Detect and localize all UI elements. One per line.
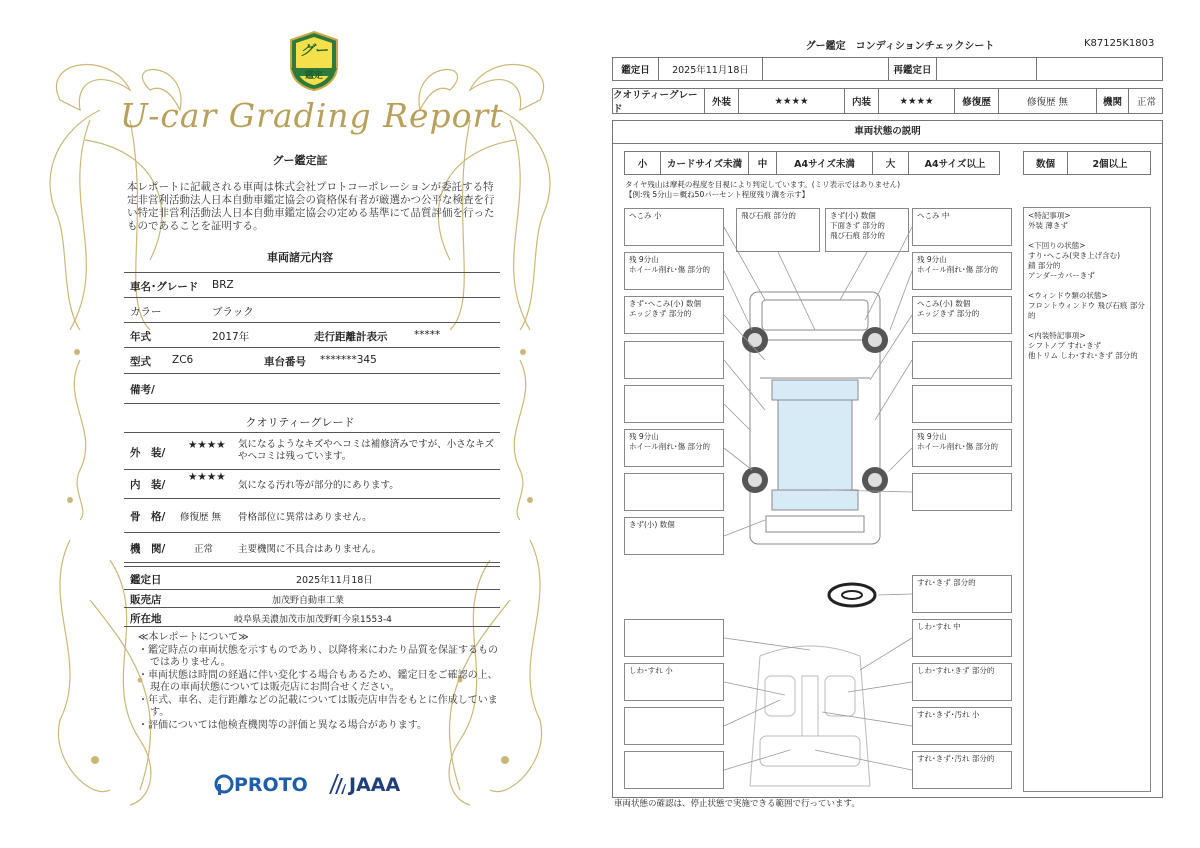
date-value: 2025年11月18日 (296, 575, 373, 586)
under-value-1: すり･へこみ(突き上げ含む) (1028, 251, 1121, 260)
interior-box-right-3: しわ･すれ･きず 部分的 (912, 663, 1012, 701)
remarks-label: 備考/ (130, 384, 155, 396)
sheet-footer: 車両状態の確認は、停止状態で実施できる範囲で行っています。 (614, 799, 860, 809)
car-name-label: 車名･グレード (130, 281, 199, 293)
dealer-row (124, 589, 500, 608)
damage-box-right-3: へこみ(小) 数個 エッジきず 部分的 (912, 296, 1012, 334)
jaaa-logo-icon (327, 772, 347, 796)
color-row (124, 297, 500, 323)
size-mid: 中 (749, 152, 777, 174)
special-value: 外装 薄きず (1028, 221, 1068, 230)
size-mid-desc: A4サイズ未満 (777, 152, 873, 174)
special-title: <特記事項> (1028, 211, 1071, 220)
size-large: 大 (873, 152, 909, 174)
note-item: ・年式、車名、走行距離などの記載については販売店申告をもとに作成しています。 (138, 694, 498, 718)
engine-value: 正常 (1136, 97, 1156, 108)
condition-heading: 車両状態の説明 (854, 126, 921, 137)
dealer-value: 加茂野自動車工業 (272, 596, 345, 606)
certificate-text: 本レポートに記載される車両は株式会社プロトコーポレーションが委託する特定非営利活動法人日本自動車鑑定協会の資格保有者が厳選かつ公平な検査を行い特定非営利活動法人日本自動車鑑定協会の定める基準にて品質評価を行ったものであることを証明する。 (127, 181, 495, 232)
note-item: ・鑑定時点の車両状態を示すものであり、以降将来にわたり品質を保証するものではありません。 (138, 644, 498, 668)
damage-box-left-2: 残 9分山 ホイール削れ･傷 部分的 (624, 252, 724, 290)
year-label: 年式 (130, 331, 151, 343)
frame-label: 骨 格/ (130, 511, 166, 523)
frame-row (124, 499, 500, 533)
remarks-row (124, 374, 500, 404)
spec-heading: 車両諸元内容 (267, 251, 333, 264)
interior-stars: ★★★★ (879, 89, 955, 113)
interior-box-right-2: しわ･すれ 中 (912, 619, 1012, 657)
note-item: ・評価については他検査機関等の評価と異なる場合があります。 (138, 719, 427, 731)
sponsor-logos (214, 770, 414, 800)
inner-value-2: 他トリム しわ･すれ･きず 部分的 (1028, 351, 1138, 360)
date-value: 2025年11月18日 (659, 58, 763, 80)
car-name-row (124, 272, 500, 298)
inner-title: <内装特記事項> (1028, 331, 1086, 340)
damage-box-top-1: 飛び石痕 部分的 (736, 208, 820, 252)
interior-note: 気になる汚れ等が部分的にあります。 (238, 480, 399, 491)
model-value: ZC6 (172, 354, 194, 366)
size-small: 小 (625, 152, 661, 174)
damage-box-right-1: へこみ 中 (912, 208, 1012, 246)
address-row (124, 608, 500, 627)
exterior-label: 外 装/ (130, 447, 166, 459)
under-value-3: アンダーカバーきず (1028, 271, 1095, 280)
date-label: 鑑定日 (130, 574, 162, 586)
note-item: ・車両状態は時間の経過に伴い変化する場合もあるため、鑑定日をご確認の上、現在の車両状態については販売店にお問合せください。 (138, 669, 498, 693)
special-notes-panel (1023, 207, 1151, 792)
chassis-label: 車台番号 (264, 356, 306, 368)
notes-title: ≪本レポートについて≫ (138, 632, 249, 643)
under-title: <下回りの状態> (1028, 241, 1086, 250)
interior-stars: ★★★★ (188, 471, 226, 483)
count-label: 数個 (1024, 152, 1068, 174)
engine-value: 正常 (194, 544, 214, 555)
dealer-label: 販売店 (130, 594, 162, 606)
interior-label: 内 装/ (130, 479, 166, 491)
engine-row (124, 533, 500, 563)
repair-label: 修復歴 (955, 89, 999, 113)
interior-box-right-1: すれ･きず 部分的 (912, 575, 1012, 613)
size-large-desc: A4サイズ以上 (924, 159, 986, 170)
interior-box-left-2: しわ･すれ 小 (624, 663, 724, 701)
proto-logo-icon (214, 774, 234, 796)
damage-box-right-2: 残 9分山 ホイール削れ･傷 部分的 (912, 252, 1012, 290)
exterior-stars: ★★★★ (739, 89, 845, 113)
interior-box-right-5: すれ･きず･汚れ 部分的 (912, 751, 1012, 789)
model-row (124, 348, 500, 374)
sheet-code: K87125K1803 (1084, 38, 1155, 49)
count-desc: 2個以上 (1092, 159, 1128, 170)
repair-value: 修復歴 無 (999, 89, 1097, 113)
car-name-value: BRZ (212, 279, 234, 291)
report-notes (138, 632, 498, 732)
report-script-title: U-car Grading Report (120, 96, 504, 135)
chassis-value: *******345 (320, 354, 377, 366)
size-small-desc: カードサイズ未満 (661, 152, 749, 174)
jaaa-logo-text: JAAA (349, 774, 401, 796)
color-label: カラー (130, 306, 162, 318)
engine-note: 主要機関に不具合はありません。 (238, 544, 382, 555)
inner-value-1: シフトノブ すれ･きず (1028, 341, 1102, 350)
date-row (124, 566, 500, 590)
condition-check-sheet (600, 0, 1200, 848)
date-label: 鑑定日 (613, 58, 659, 80)
damage-box-right-6: 残 9分山 ホイール削れ･傷 部分的 (912, 429, 1012, 467)
sheet-title: グー鑑定 コンディションチェックシート (805, 41, 995, 52)
damage-box-left-3: きず･へこみ(小) 数個 エッジきず 部分的 (624, 296, 724, 334)
interior-box-right-4: すれ･きず･汚れ 小 (912, 707, 1012, 745)
damage-box-left-6: 残 9分山 ホイール削れ･傷 部分的 (624, 429, 724, 467)
quality-grade-heading: クオリティーグレード (245, 416, 355, 429)
proto-logo-text: PROTO (234, 774, 308, 796)
damage-box-top-2: きず(小) 数個 下面きず 部分的 飛び石痕 部分的 (825, 208, 909, 252)
odometer-label: 走行距離計表示 (314, 331, 388, 343)
window-title: <ウィンドウ類の状態> (1028, 291, 1108, 300)
regrade-label: 再鑑定日 (889, 58, 937, 80)
odometer-value: ***** (414, 329, 441, 341)
engine-label: 機 関/ (130, 543, 166, 555)
interior-label: 内装 (845, 89, 879, 113)
certificate-title: グー鑑定証 (272, 154, 328, 167)
exterior-row (124, 432, 500, 470)
year-value: 2017年 (212, 331, 250, 343)
exterior-note: 気になるようなキズやヘコミは補修済みですが、小さなキズやヘコミは残っています。 (238, 439, 495, 462)
year-row (124, 323, 500, 348)
quality-label: クオリティーグレード (613, 89, 705, 113)
damage-box-left-8: きず(小) 数個 (624, 517, 724, 555)
badge-bottom-text: 鑑定 (304, 71, 323, 81)
exterior-label: 外装 (705, 89, 739, 113)
address-value: 岐阜県美濃加茂市加茂野町今泉1553-4 (234, 615, 392, 625)
frame-note: 骨格部位に異常はありません。 (238, 512, 372, 523)
model-label: 型式 (130, 356, 151, 368)
damage-box-left-1: へこみ 小 (624, 208, 724, 246)
frame-value: 修復歴 無 (180, 512, 222, 523)
color-value: ブラック (212, 306, 254, 318)
tire-note-1: タイヤ残山は摩耗の程度を目視により判定しています。(ミリ表示ではありません) (625, 180, 901, 189)
window-value: フロントウィンドウ 飛び石痕 部分的 (1028, 301, 1145, 320)
tire-note-2: 【例:残 5分山＝概ね50パーセント程度残り溝を示す】 (625, 190, 810, 199)
engine-label: 機関 (1097, 89, 1129, 113)
address-label: 所在地 (130, 613, 162, 625)
interior-row (124, 469, 500, 499)
exterior-stars: ★★★★ (188, 439, 226, 451)
badge-top-text: グー (300, 43, 328, 59)
under-value-2: 錆 部分的 (1028, 261, 1061, 270)
